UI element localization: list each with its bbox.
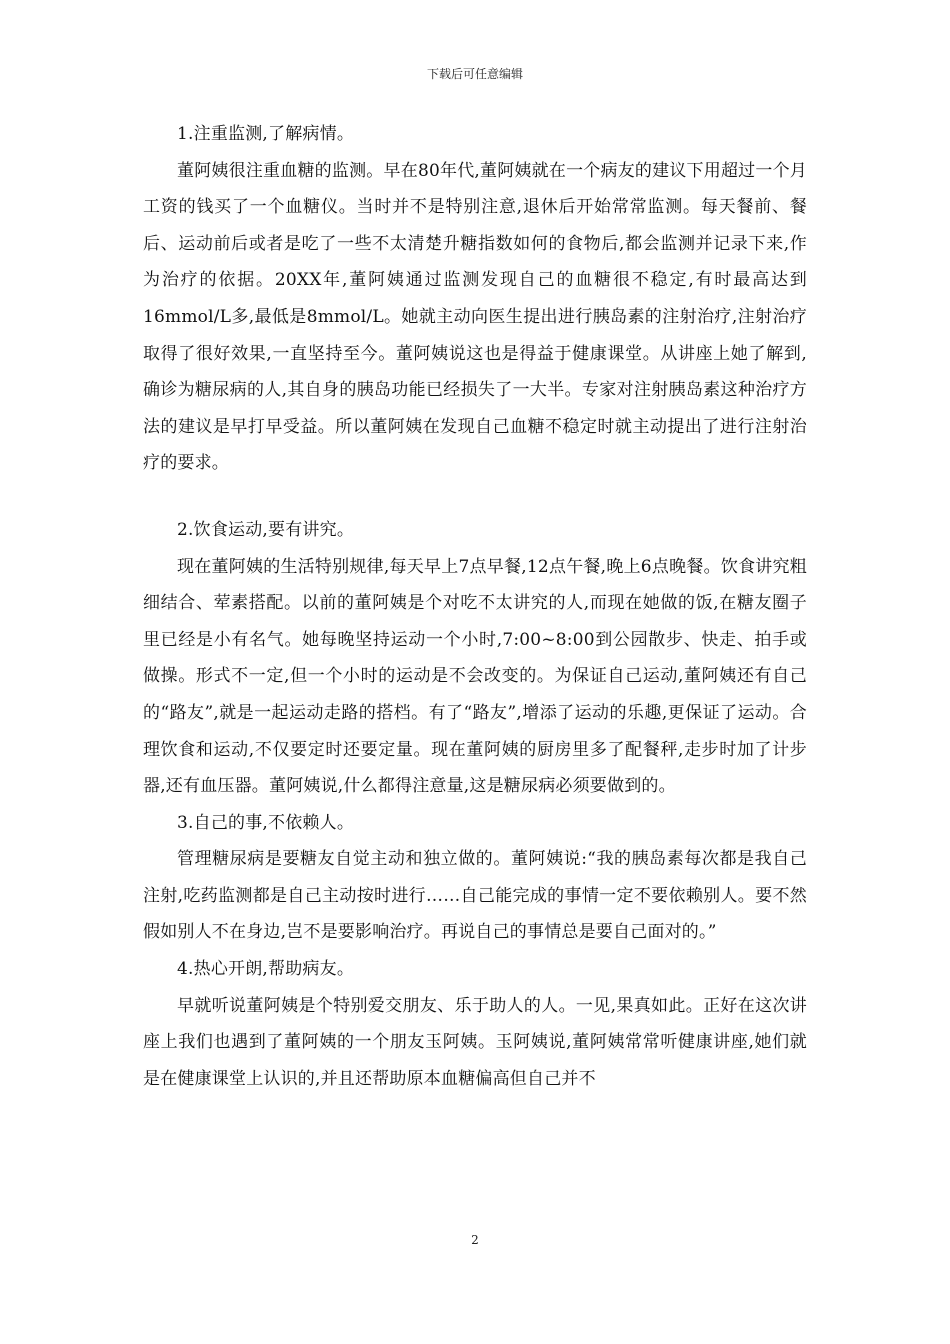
- section-3-heading: 3.自己的事,不依赖人。: [177, 812, 355, 833]
- section-4-paragraph: 早就听说董阿姨是个特别爱交朋友、乐于助人的人。一见,果真如此。正好在这次讲座上我们也遇到了董阿姨的一个朋友玉阿姨。玉阿姨说,董阿姨常常听健康讲座,她们就是在健康课堂上认识的,并且还帮助原本血糖偏高但自己并不: [143, 995, 807, 1089]
- section-3-paragraph: 管理糖尿病是要糖友自觉主动和独立做的。董阿姨说:“我的胰岛素每次都是我自己注射,吃药监测都是自己主动按时进行……自己能完成的事情一定不要依赖别人。要不然假如别人不在身边,岂不是要影响治疗。再说自己的事情总是要自己面对的。”: [143, 849, 807, 943]
- section-2-heading: 2.饮食运动,要有讲究。: [177, 519, 355, 540]
- page-header: 下载后可任意编辑: [426, 67, 523, 81]
- page-number: 2: [471, 1233, 479, 1247]
- section-1-heading: 1.注重监测,了解病情。: [177, 124, 355, 144]
- section-4-heading: 4.热心开朗,帮助病友。: [177, 959, 355, 980]
- section-2-paragraph: 现在董阿姨的生活特别规律,每天早上7点早餐,12点午餐,晚上6点晚餐。饮食讲究粗细结合、荤素搭配。以前的董阿姨是个对吃不太讲究的人,而现在她做的饭,在糖友圈子里已经是小有名气。她每晚坚持运动一个小时,7:00~8:00到公园散步、快走、拍手或做操。形式不一定,但一个小时的运动是不会改变的。为保证自己运动,董阿姨还有自己的“路友”,就是一起运动走路的搭档。有了“路友”,增添了运动的乐趣,更保证了运动。合理饮食和运动,不仅要定时还要定量。现在董阿姨的厨房里多了配餐秤,走步时加了计步器,还有血压器。董阿姨说,什么都得注意量,这是糖尿病必须要做到的。: [143, 556, 807, 797]
- document-body: [143, 116, 807, 1097]
- section-1-paragraph: 董阿姨很注重血糖的监测。早在80年代,董阿姨就在一个病友的建议下用超过一个月工资的钱买了一个血糖仪。当时并不是特别注意,退休后开始常常监测。每天餐前、餐后、运动前后或者是吃了一些不太清楚升糖指数如何的食物后,都会监测并记录下来,作为治疗的依据。20XX年,董阿姨通过监测发现自己的血糖很不稳定,有时最高达到16mmol/L多,最低是8mmol/L。她就主动向医生提出进行胰岛素的注射治疗,注射治疗取得了很好效果,一直坚持至今。董阿姨说这也是得益于健康课堂。从讲座上她了解到,确诊为糖尿病的人,其自身的胰岛功能已经损失了一大半。专家对注射胰岛素这种治疗方法的建议是早打早受益。所以董阿姨在发现自己血糖不稳定时就主动提出了进行注射治疗的要求。: [143, 160, 807, 474]
